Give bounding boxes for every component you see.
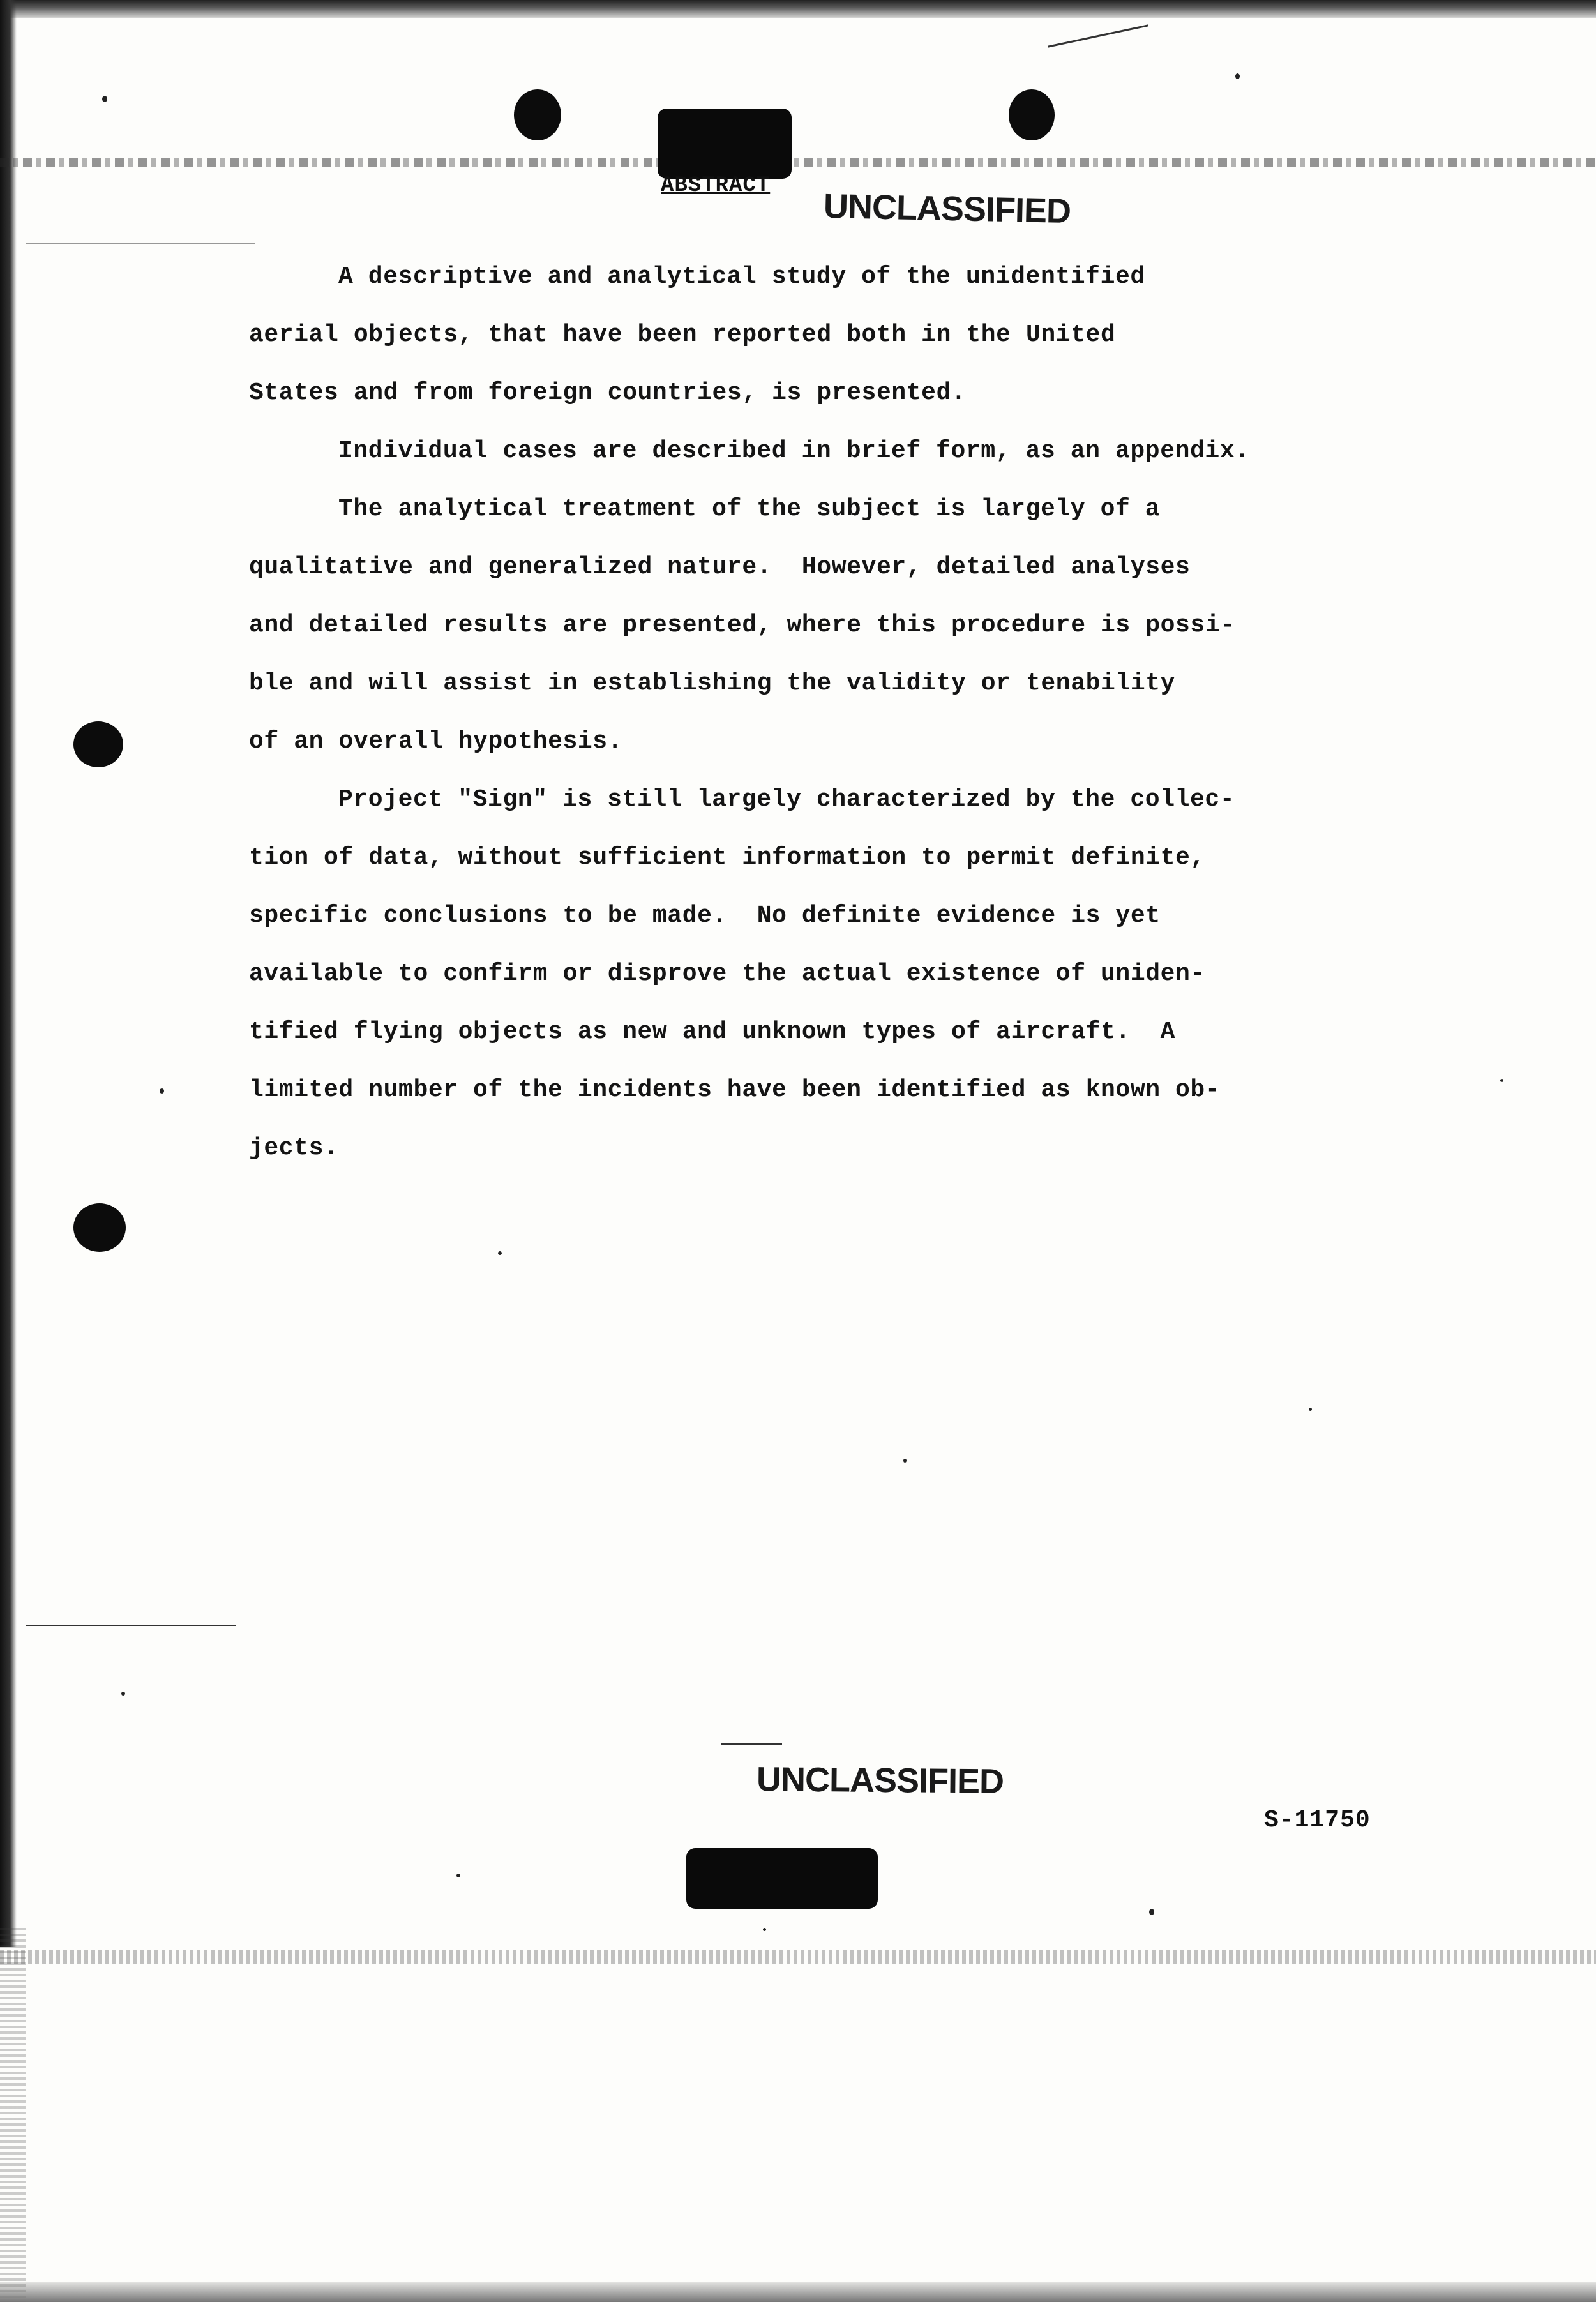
- speck-mark: [763, 1928, 766, 1931]
- classification-stamp-top: UNCLASSIFIED: [823, 186, 1071, 231]
- text-line: specific conclusions to be made. No definite evidence is yet: [249, 902, 1161, 929]
- abstract-body: [249, 248, 1462, 1177]
- abstract-heading: ABSTRACT: [661, 174, 771, 198]
- paragraph-1: [249, 248, 1462, 422]
- scan-left-edge: [0, 0, 17, 1947]
- paragraph-3: [249, 480, 1462, 771]
- text-line: jects.: [249, 1134, 339, 1162]
- speck-mark: [102, 96, 107, 102]
- redaction-mark: [658, 109, 792, 179]
- margin-line-mark: [26, 243, 255, 244]
- text-line: The analytical treatment of the subject is largely of a: [338, 495, 1161, 523]
- speck-mark: [1500, 1079, 1503, 1082]
- speck-mark: [1235, 73, 1240, 79]
- text-line: Project "Sign" is still largely characterized by the collec-: [338, 786, 1235, 813]
- text-line: A descriptive and analytical study of the unidentified: [338, 263, 1145, 290]
- speck-mark: [160, 1088, 164, 1094]
- text-line: aerial objects, that have been reported both in the United: [249, 321, 1116, 349]
- stamp-scratch-mark: [721, 1743, 782, 1745]
- text-line: available to confirm or disprove the actual existence of uniden-: [249, 960, 1205, 988]
- text-line: ble and will assist in establishing the validity or tenability: [249, 670, 1176, 697]
- stroke-mark: [1048, 24, 1148, 47]
- speck-mark: [1149, 1909, 1154, 1915]
- classification-stamp-bottom: UNCLASSIFIED: [756, 1760, 1004, 1801]
- speck-mark: [121, 1692, 125, 1696]
- text-line: States and from foreign countries, is presented.: [249, 379, 967, 407]
- speck-mark: [1309, 1408, 1312, 1411]
- text-line: of an overall hypothesis.: [249, 728, 623, 755]
- paragraph-4: [249, 771, 1462, 1177]
- text-line: qualitative and generalized nature. However, detailed analyses: [249, 553, 1191, 581]
- header-dotted-rule: [0, 158, 1596, 167]
- text-line: and detailed results are presented, where this procedure is possi-: [249, 612, 1235, 639]
- punch-hole: [73, 721, 123, 767]
- punch-hole: [1009, 89, 1055, 140]
- scan-bottom-edge: [0, 2282, 1596, 2302]
- text-line: limited number of the incidents have been identified as known ob-: [249, 1076, 1221, 1104]
- scan-left-edge-lower: [0, 1928, 26, 2302]
- document-number: S-11750: [1264, 1807, 1371, 1834]
- punch-hole: [73, 1203, 126, 1252]
- scan-top-edge: [0, 0, 1596, 18]
- speck-mark: [456, 1874, 460, 1877]
- scan-bottom-band: [0, 1950, 1596, 1964]
- punch-hole: [514, 89, 561, 140]
- text-line: tified flying objects as new and unknown types of aircraft. A: [249, 1018, 1176, 1046]
- text-line: Individual cases are described in brief form, as an appendix.: [338, 437, 1250, 465]
- speck-mark: [903, 1459, 907, 1463]
- speck-mark: [498, 1251, 502, 1255]
- text-line: tion of data, without sufficient information to permit definite,: [249, 844, 1205, 871]
- margin-line-mark: [26, 1625, 236, 1626]
- paragraph-2: [249, 422, 1462, 480]
- redaction-mark: [686, 1848, 878, 1909]
